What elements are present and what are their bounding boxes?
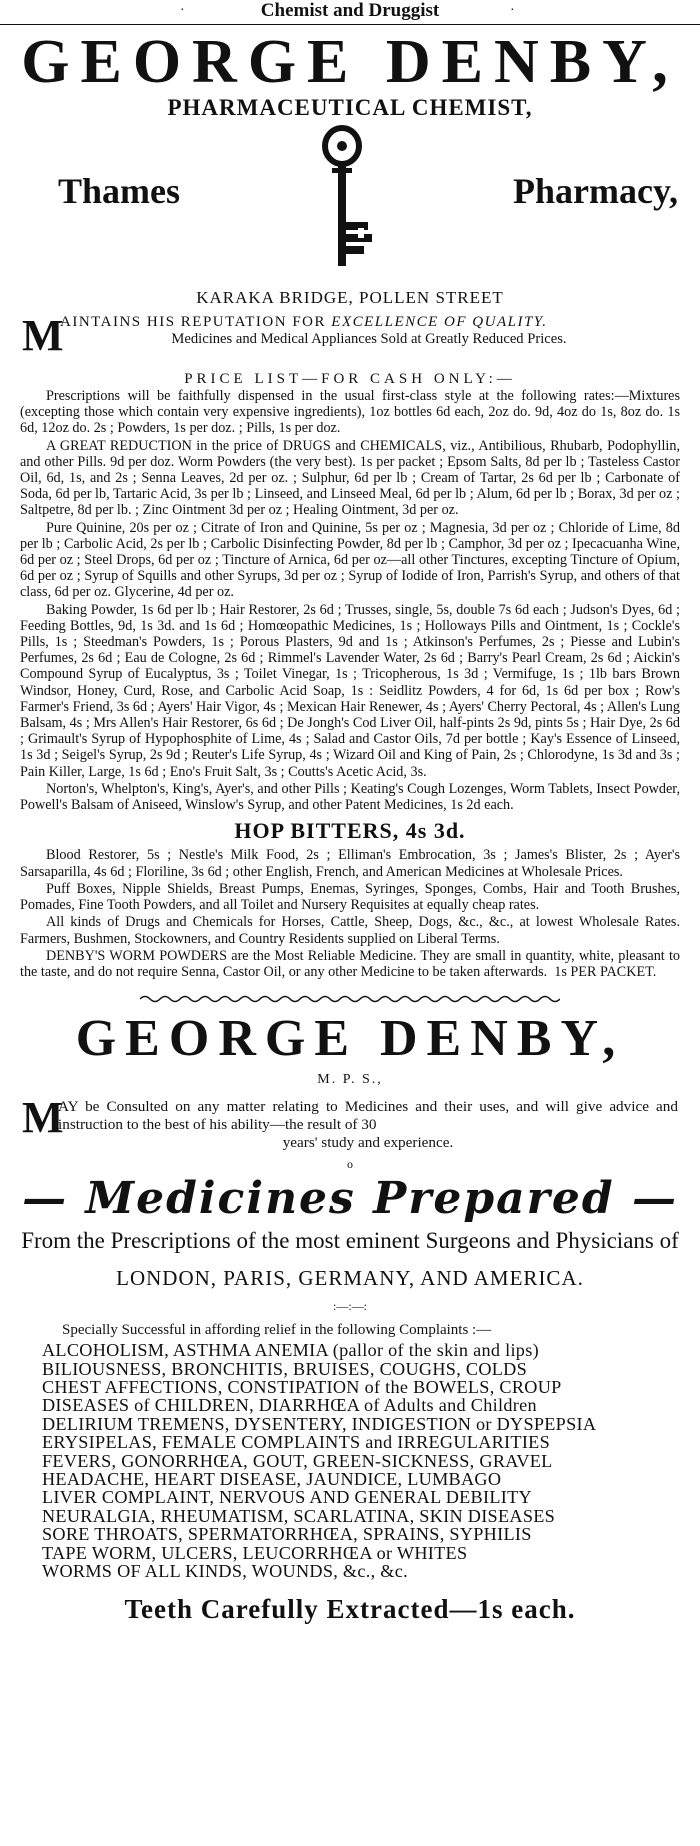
consult-text: AY be Consulted on any matter relating to Medicines and their uses, and will give advice and instruction to the best of his ability—the result of 30 [58,1098,678,1134]
complaint-line: CHEST AFFECTIONS, CONSTIPATION of the BOWELS, CROUP [42,1376,562,1397]
price-paragraph: Norton's, Whelpton's, King's, Ayer's, and other Pills ; Keating's Cough Lozenges, Worm Tablets, Insect Powder, Powell's Balsam of Aniseed, Winslow's Syrup, and other Patent Medicines, 1s 2d each. [20,780,680,814]
header-rule [0,24,700,25]
worm-powders-text: DENBY'S WORM POWDERS are the Most Reliable Medicine. They are small in quantity, white, pleasant to the taste, and do not require Senna, Castor Oil, or any other Medicine to be taken afterwards. [20,947,680,980]
price-paragraph: Blood Restorer, 5s ; Nestle's Milk Food, 2s ; Elliman's Embrocation, 3s ; James's Blister, 2s ; Ayer's Sarsaparilla, 4s 6d ; Floriline, 3s 6d ; other English, French, and American Medicines at Wholesale Prices. [20,847,680,880]
price-list-text [20,388,680,980]
wavy-divider [140,994,560,1004]
pharmacy-right-word: Pharmacy, [513,171,678,211]
teeth-extraction-line: Teeth Carefully Extracted—1s each. [124,1594,576,1625]
complaint-line: FEVERS, GONORRHŒA, GOUT, GREEN-SICKNESS, GRAVEL [42,1450,553,1471]
consult-qualification: M. P. S., [317,1072,383,1088]
worm-powders-paragraph [20,948,680,980]
masthead-title: PHARMACEUTICAL CHEMIST, [167,95,533,120]
worm-powders-price: 1s PER PACKET. [554,963,657,980]
drop-cap: M [22,311,64,360]
complaint-line: WORMS OF ALL KINDS, WOUNDS, &c., &c. [42,1560,408,1581]
complaint-line: DELIRIUM TREMENS, DYSENTERY, INDIGESTION or DYSPEPSIA [42,1413,597,1434]
hop-bitters-heading: HOP BITTERS, 4s 3d. [234,818,466,844]
price-list-heading: PRICE LIST—FOR CASH ONLY:— [184,371,516,387]
complaint-line: BILIOUSNESS, BRONCHITIS, BRUISES, COUGHS, COLDS [42,1358,528,1379]
key-icon [318,124,374,274]
intro-block [22,311,678,360]
price-paragraph: Baking Powder, 1s 6d per lb ; Hair Restorer, 2s 6d ; Trusses, single, 5s, double 7s 6d each ; Judson's Dyes, 6d ; Feeding Bottles, 9d, 1s 3d. and 1s 6d ; Homœopathic Medicines, 1s ; Holloways Pills and Ointment, 1s ; Cockle's Pills, 1s ; Steedman's Powders, 1s ; Porous Plasters, 9d and 1s ; Atkinson's Perfumes, 2s ; Piesse and Lubin's Perfumes, 2s 6d ; Eau de Cologne, 2s 6d ; Rimmel's Lavender Water, 2s 6d ; Barry's Pearl Cream, 2s 6d ; Aickin's Compound Syrup of Eucalyptus, 3s ; Toilet Vinegar, 1s ; Tricopherous, 1s 3d ; Vermifuge, 1s ; 1lb bars Brown Windsor, Honey, Curd, Rose, and Carbolic Acid Soap, 1s : Seidlitz Powders, 4 for 6d, 1s 6d per box ; Row's Farmer's Friend, 3s 6d ; Ayers' Hair Vigor, 4s ; Mexican Hair Renewer, 4s ; Ayers' Cherry Pectoral, 4s ; Allen's Lung Balsam, 4s ; Mrs Allen's Hair Restorer, 6s 6d ; De Jongh's Cod Liver Oil, half-pints 2s 9d, pints 5s ; Hair Dye, 2s 6d ; Grimault's Syrup of Hypophosphite of Lime, 4s ; Salad and Castor Oils, 7d per bottle ; Kay's Essence of Linseed, 1s 3d ; Seigel's Syrup, 2s 9d ; Reuter's Life Syrup, 4s ; Wizard Oil and King of Pain, 2s ; Chlorodyne, 1s 3d and 3s ; Pain Killer, Large, 1s 6d ; Eno's Fruit Salt, 3s ; Coutts's Acetic Acid, 3s. [20,601,680,780]
intro-line-1 [60,314,678,331]
price-paragraph: All kinds of Drugs and Chemicals for Horses, Cattle, Sheep, Dogs, &c., &c., at lowest Wholesale Rates. Farmers, Bushmen, Stockowners, and Country Residents supplied on Liberal Terms. [20,914,680,947]
intro-line-1-plain: AINTAINS HIS REPUTATION FOR [60,314,332,330]
cities-line: LONDON, PARIS, GERMANY, AND AMERICA. [116,1266,584,1291]
pharmacy-row [0,122,700,282]
header-dot: · [180,3,185,18]
complaint-line: HEADACHE, HEART DISEASE, JAUNDICE, LUMBAGO [42,1468,502,1489]
drop-cap: M [22,1093,64,1143]
complaint-line: TAPE WORM, ULCERS, LEUCORRHŒA or WHITES [42,1542,468,1563]
consult-block [22,1093,678,1152]
pharmacy-left-word: Thames [58,171,181,211]
specially-line: Specially Successful in affording relief in the following Complaints :— [62,1322,492,1339]
header-title: Chemist and Druggist [260,0,440,21]
price-paragraph: Puff Boxes, Nipple Shields, Breast Pumps, Enemas, Syringes, Sponges, Combs, Hair and Tooth Brushes, Pomades, Fine Tooth Powders, and all Toilet and Nursery Requisites at equally cheap rates. [20,880,680,914]
intro-line-1-italic: EXCELLENCE OF QUALITY. [331,314,548,330]
consult-name: GEORGE DENBY, [75,1010,625,1068]
complaint-line: ERYSIPELAS, FEMALE COMPLAINTS and IRREGULARITIES [42,1432,551,1453]
price-paragraph: Pure Quinine, 20s per oz ; Citrate of Iron and Quinine, 5s per oz ; Magnesia, 3d per oz ; Chloride of Lime, 8d per lb ; Carbolic Acid, 2s per lb ; Carbolic Disinfecting Powder, 8d per lb ; Camphor, 3d per oz ; Ipecacuanha Wine, 6d per oz ; Steel Drops, 6d per oz ; Tincture of Arnica, 6d per oz—all other Tinctures, excepting Tincture of Opium, 6d per oz ; Syrup of Squills and other Syrups, 3d per oz ; Syrup of Iodide of Iron, Parrish's Syrup, and others of that class, 6d per oz. Glycerine, 4d per oz. [20,519,680,601]
complaints-list [42,1341,700,1580]
price-paragraph: Prescriptions will be faithfully dispensed in the usual first-class style at the following rates:—Mixtures (excepting those which contain very expensive ingredients), 1oz bottles 6d each, 2oz do. 9d, 4oz do 1s, 8oz do. 1s 6d, 12oz do. 2s ; Powders, 1s per doz. ; Pills, 1s per doz. [20,388,680,437]
ornament: o [347,1157,353,1172]
address: KARAKA BRIDGE, POLLEN STREET [196,288,504,307]
complaint-line: ALCOHOLISM, ASTHMA ANEMIA (pallor of the skin and lips) [42,1340,539,1361]
consult-last-line: years' study and experience. [282,1134,454,1152]
intro-line-2: Medicines and Medical Appliances Sold at Greatly Reduced Prices. [171,331,567,347]
complaint-line: LIVER COMPLAINT, NERVOUS AND GENERAL DEBILITY [42,1487,532,1508]
complaint-line: DISEASES of CHILDREN, DIARRHŒA of Adults and Children [42,1395,537,1416]
medicines-prepared-heading: — Medicines Prepared — [22,1173,678,1225]
complaint-line: SORE THROATS, SPERMATORRHŒA, SPRAINS, SYPHILIS [42,1524,532,1545]
masthead-name: GEORGE DENBY, [21,28,679,96]
ornament: :—:—: [332,1299,367,1314]
prescriptions-line: From the Prescriptions of the most eminent Surgeons and Physicians of [21,1228,679,1254]
page-header [0,0,700,26]
complaint-line: NEURALGIA, RHEUMATISM, SCARLATINA, SKIN DISEASES [42,1505,556,1526]
price-paragraph: A GREAT REDUCTION in the price of DRUGS and CHEMICALS, viz., Antibilious, Rhubarb, Podophyllin, and other Pills. 9d per doz. Worm Powders (the very best). 1s per packet ; Epsom Salts, 8d per lb ; Tasteless Castor Oil, 6d, 1s, and 2s ; Senna Leaves, 2d per oz. ; Sulphur, 6d per lb ; Cream of Tartar, 2s 6d per lb ; Carbonate of Soda, 6d per lb, Tartaric Acid, 3s per lb ; Linseed, and Linseed Meal, 6d per lb ; Alum, 6d per lb ; Borax, 3d per oz ; Saltpetre, 8d per lb. ; Zinc Ointment 3d per oz ; Healing Ointment, 3d per oz. [20,437,680,519]
header-dot: · [510,3,515,18]
